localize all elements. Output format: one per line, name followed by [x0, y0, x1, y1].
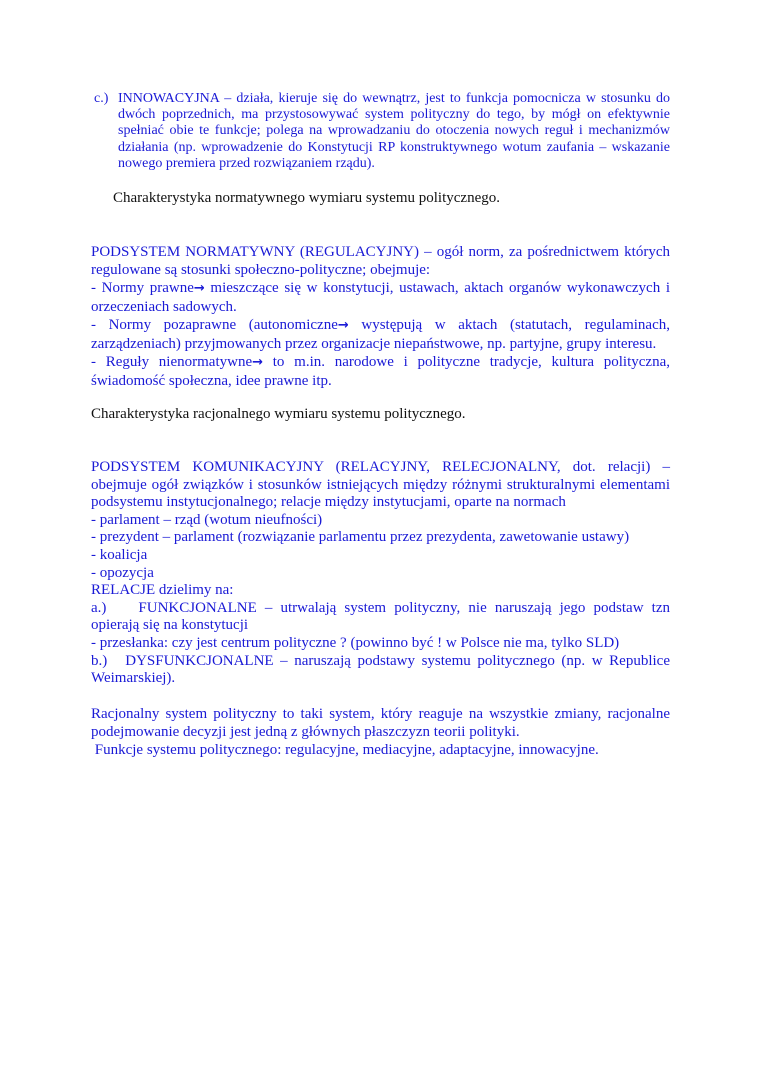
normative-intro: PODSYSTEM NORMATYWNY (REGULACYJNY) – ogół norm, za pośrednictwem których regulowane są stosunki społeczno-polityczne; obejmuje: [91, 244, 670, 278]
premise-line: - przesłanka: czy jest centrum polityczne ? (powinno być ! w Polsce nie ma, tylko SLD) [91, 634, 620, 651]
list-item-c [94, 91, 670, 172]
relation-list-item: - koalicja [91, 546, 148, 563]
heading-rational-dimension: Charakterystyka racjonalnego wymiaru systemu politycznego. [91, 406, 466, 422]
normative-item: - Normy pozaprawne (autonomiczne→ występują w aktach (statutach, regulaminach, zarządzeniach) przyjmowanych przez organizacje niepaństwowe, np. partyjne, grupy interesu. [91, 317, 670, 352]
innovative-function-text: INNOWACYJNA – działa, kieruje się do wewnątrz, jest to funkcja pomocnicza w stosunku do dwóch poprzednich, ma przystosowywać system polityczny do tego, by mógł on efektywnie spełniać obie te funkcje; polega na wprowadzaniu do otoczenia nowych reguł i mechanizmów działania (np. wprowadzenie do Konstytucji RP konstruktywnego wotum zaufania – wskazanie nowego premiera przed rozwiązaniem rządu). [118, 91, 670, 171]
list-marker-c: c.) [94, 91, 109, 106]
rational-system-definition: Racjonalny system polityczny to taki system, który reaguje na wszystkie zmiany, racjonalne podejmowanie decyzji jest jedną z głównych płaszczyzn teorii polityki. [91, 706, 670, 740]
closing-section [91, 705, 670, 759]
arrow-right-icon: → [193, 281, 205, 296]
relation-type-b: b.) DYSFUNKCJONALNE – naruszają podstawy systemu politycznego (np. w Republice Weimarskiej). [91, 652, 670, 687]
heading-normative-dimension: Charakterystyka normatywnego wymiaru systemu politycznego. [113, 190, 500, 206]
relation-type-a: a.) FUNKCJONALNE – utrwalają system polityczny, nie naruszają jego podstaw tzn opierają się na konstytucji [91, 599, 670, 634]
normative-subsystem-section [91, 243, 670, 390]
arrow-right-icon: → [252, 355, 264, 370]
relations-label: RELACJE dzielimy na: [91, 582, 234, 599]
normative-item: - Normy prawne→ mieszczące się w konstytucji, ustawach, aktach organów wykonawczych i orzeczeniach sadowych. [91, 280, 670, 315]
relation-list-item: - prezydent – parlament (rozwiązanie parlamentu przez prezydenta, zawetowanie ustawy) [91, 529, 630, 546]
system-functions-line: Funkcje systemu politycznego: regulacyjne, mediacyjne, adaptacyjne, innowacyjne. [91, 742, 599, 758]
list-marker-b: b.) [91, 652, 108, 669]
relation-list-item: - opozycja [91, 564, 154, 581]
relation-list-item: - parlament – rząd (wotum nieufności) [91, 511, 323, 528]
normative-item: - Reguły nienormatywne→ to m.in. narodowe i polityczne tradycje, kultura polityczna, świadomość społeczna, idee prawne itp. [91, 354, 670, 389]
communicative-subsystem-section [91, 459, 670, 688]
list-marker-a: a.) [91, 599, 107, 616]
arrow-right-icon: → [337, 318, 349, 333]
communicative-intro: PODSYSTEM KOMUNIKACYJNY (RELACYJNY, RELECJONALNY, dot. relacji) – obejmuje ogół związków i stosunków istniejących między różnymi strukturalnymi elementami podsystemu instytucjonalnego; relacje między instytucjami, oparte na normach [91, 459, 670, 511]
